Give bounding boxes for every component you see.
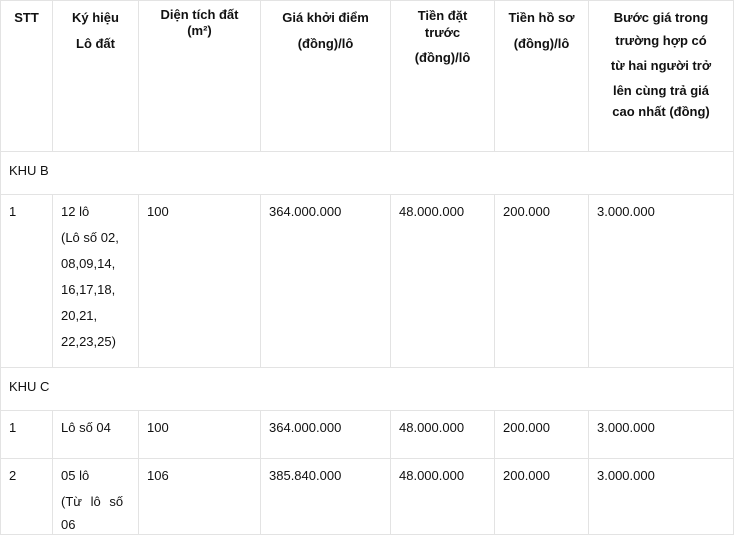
header-row: [1, 1, 734, 152]
header-stt: STT: [1, 1, 53, 152]
section-label-khu-c: KHU C: [1, 368, 734, 411]
cell-tien-ho-so: 200.000: [495, 411, 589, 459]
table-row: [1, 459, 734, 535]
cell-ky-hieu: 05 lô (Từ lô số 06: [53, 459, 139, 535]
section-row-khu-c: [1, 368, 734, 411]
header-dien-tich: Diện tích đất (m²): [139, 1, 261, 152]
cell-ky-hieu: 12 lô (Lô số 02, 08,09,14, 16,17,18, 20,21, 22,23,25): [53, 195, 139, 368]
header-tien-dat-truoc: Tiền đặt trước (đồng)/lô: [391, 1, 495, 152]
table-row: [1, 411, 734, 459]
cell-gia-khoi-diem: 364.000.000: [261, 411, 391, 459]
cell-ky-hieu: Lô số 04: [53, 411, 139, 459]
cell-tien-ho-so: 200.000: [495, 195, 589, 368]
cell-tien-dat-truoc: 48.000.000: [391, 459, 495, 535]
header-ky-hieu: Ký hiệu Lô đất: [53, 1, 139, 152]
cell-stt: 1: [1, 195, 53, 368]
cell-gia-khoi-diem: 364.000.000: [261, 195, 391, 368]
header-gia-khoi-diem: Giá khởi điểm (đồng)/lô: [261, 1, 391, 152]
header-buoc-gia: Bước giá trong trường hợp có từ hai người trở lên cùng trả giá cao nhất (đồng): [589, 1, 734, 152]
cell-dien-tich: 106: [139, 459, 261, 535]
cell-tien-dat-truoc: 48.000.000: [391, 411, 495, 459]
cell-buoc-gia: 3.000.000: [589, 459, 734, 535]
header-tien-ho-so: Tiền hồ sơ (đồng)/lô: [495, 1, 589, 152]
cell-gia-khoi-diem: 385.840.000: [261, 459, 391, 535]
cell-stt: 2: [1, 459, 53, 535]
cell-tien-ho-so: 200.000: [495, 459, 589, 535]
cell-stt: 1: [1, 411, 53, 459]
cell-tien-dat-truoc: 48.000.000: [391, 195, 495, 368]
section-row-khu-b: [1, 152, 734, 195]
section-label-khu-b: KHU B: [1, 152, 734, 195]
cell-dien-tich: 100: [139, 195, 261, 368]
cell-buoc-gia: 3.000.000: [589, 411, 734, 459]
cell-dien-tich: 100: [139, 411, 261, 459]
cell-buoc-gia: 3.000.000: [589, 195, 734, 368]
table-row: [1, 195, 734, 368]
